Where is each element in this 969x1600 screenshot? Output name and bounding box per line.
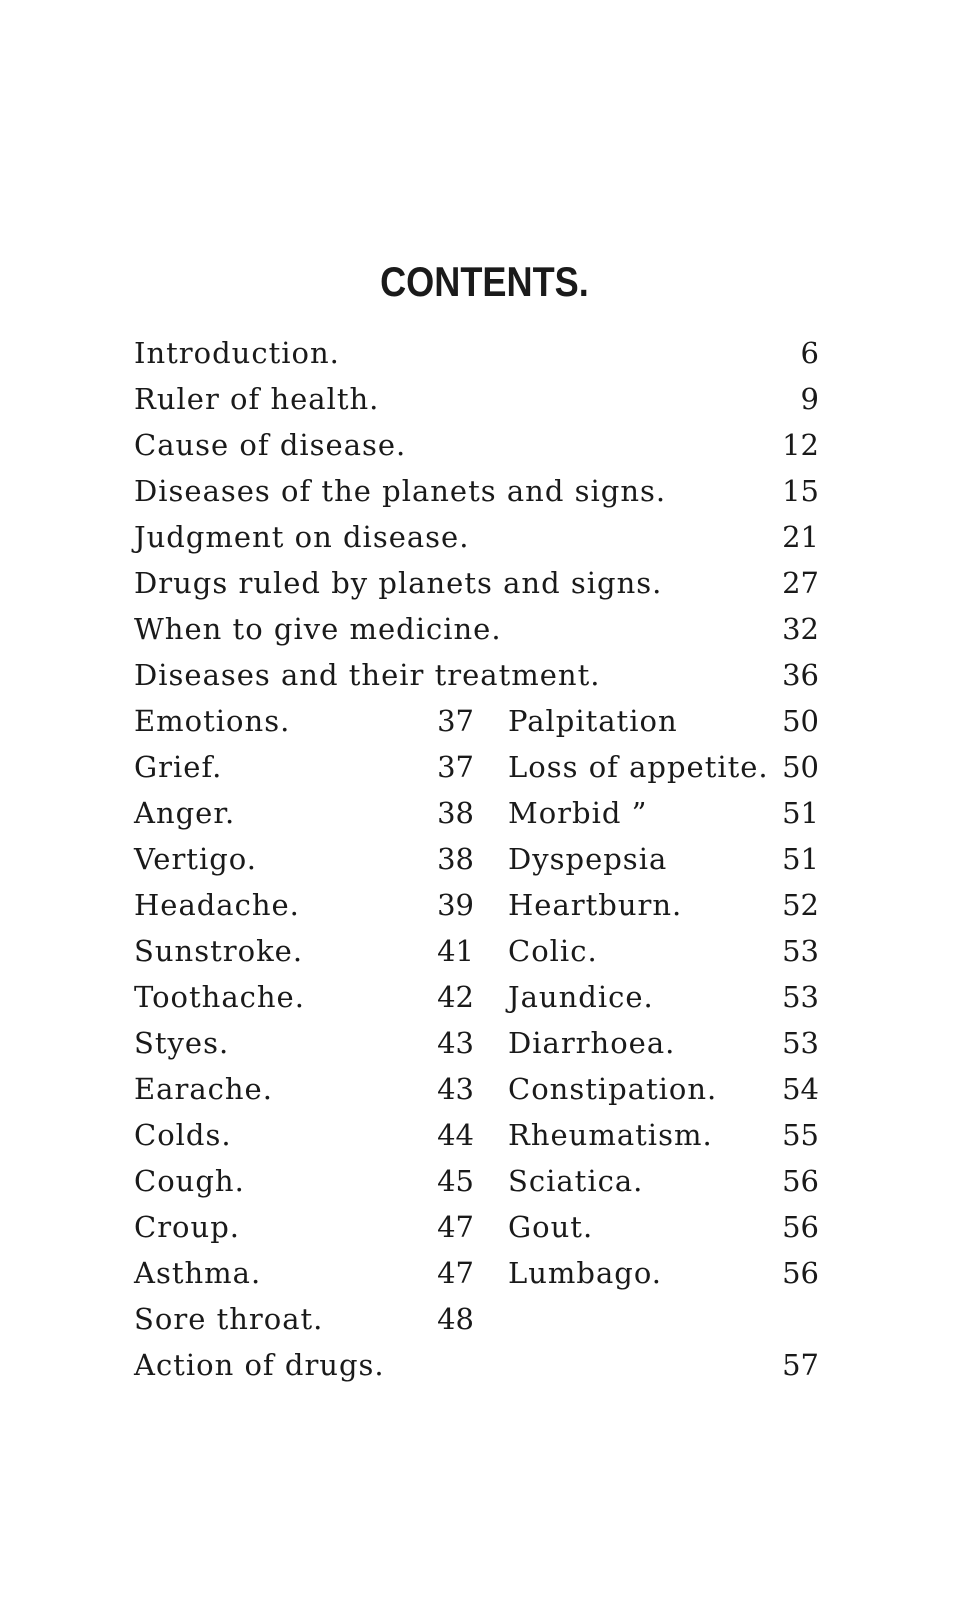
left-entry-page-number: 45 (437, 1164, 474, 1198)
right-entry-title: Rheumatism. (508, 1118, 713, 1152)
right-entry-page-number: 56 (782, 1256, 819, 1290)
left-entry-title: Toothache. (134, 980, 305, 1014)
entry-title: Judgment on disease. (134, 520, 470, 554)
contents-entry-pair (0, 974, 969, 1020)
left-entry-title: Grief. (134, 750, 223, 784)
left-entry-title: Earache. (134, 1072, 273, 1106)
left-entry-page-number: 37 (437, 704, 474, 738)
right-entry-title: Dyspepsia (508, 842, 668, 876)
contents-entry (0, 606, 969, 652)
right-entry-title: Sciatica. (508, 1164, 644, 1198)
left-entry-title: Anger. (134, 796, 236, 830)
left-entry-title: Sunstroke. (134, 934, 304, 968)
contents-entry (0, 376, 969, 422)
right-entry-page-number: 50 (782, 750, 819, 784)
entry-page-number: 12 (782, 428, 819, 462)
left-entry-page-number: 42 (437, 980, 474, 1014)
entry-title: Action of drugs. (134, 1348, 385, 1382)
right-entry-page-number: 55 (782, 1118, 819, 1152)
contents-entry-pair (0, 928, 969, 974)
contents-entry-pair (0, 1066, 969, 1112)
entry-page-number: 36 (782, 658, 819, 692)
entry-page-number: 27 (782, 566, 819, 600)
right-entry-title: Heartburn. (508, 888, 683, 922)
left-entry-title: Vertigo. (134, 842, 257, 876)
left-entry-page-number: 43 (437, 1026, 474, 1060)
left-entry-title: Cough. (134, 1164, 245, 1198)
left-entry-page-number: 47 (437, 1256, 474, 1290)
entry-page-number: 57 (782, 1348, 819, 1382)
right-entry-page-number: 51 (782, 842, 819, 876)
entry-title: Drugs ruled by planets and signs. (134, 566, 663, 600)
entry-title: Ruler of health. (134, 382, 380, 416)
right-entry-page-number: 53 (782, 934, 819, 968)
right-entry-page-number: 50 (782, 704, 819, 738)
page-title: CONTENTS. (380, 258, 589, 305)
contents-entry-pair (0, 1112, 969, 1158)
contents-entry (0, 1342, 969, 1388)
contents-entry-pair (0, 1020, 969, 1066)
right-entry-title: Morbid ” (508, 796, 648, 830)
contents-entry-pair (0, 836, 969, 882)
right-entry-title: Jaundice. (508, 980, 654, 1014)
contents-entry-pair (0, 698, 969, 744)
contents-entry (0, 514, 969, 560)
entry-page-number: 21 (782, 520, 819, 554)
contents-entry-pair (0, 1250, 969, 1296)
entry-title: Introduction. (134, 336, 340, 370)
left-entry-title: Asthma. (134, 1256, 262, 1290)
contents-entry-pair (0, 1158, 969, 1204)
right-entry-title: Palpitation (508, 704, 678, 738)
right-entry-title: Lumbago. (508, 1256, 663, 1290)
contents-entry (0, 330, 969, 376)
right-entry-title: Diarrhoea. (508, 1026, 676, 1060)
entry-title: Cause of disease. (134, 428, 407, 462)
left-entry-page-number: 39 (437, 888, 474, 922)
contents-entry (0, 422, 969, 468)
left-entry-title: Styes. (134, 1026, 230, 1060)
entry-title: When to give medicine. (134, 612, 502, 646)
left-entry-title: Emotions. (134, 704, 291, 738)
left-entry-title: Sore throat. (134, 1302, 324, 1336)
left-entry-title: Croup. (134, 1210, 240, 1244)
contents-entry (0, 652, 969, 698)
right-entry-page-number: 52 (782, 888, 819, 922)
right-entry-page-number: 54 (782, 1072, 819, 1106)
entry-page-number: 6 (800, 336, 819, 370)
left-entry-page-number: 37 (437, 750, 474, 784)
contents-entry-pair (0, 744, 969, 790)
right-entry-title: Gout. (508, 1210, 594, 1244)
right-entry-page-number: 53 (782, 1026, 819, 1060)
entry-title: Diseases and their treatment. (134, 658, 601, 692)
left-entry-page-number: 44 (437, 1118, 474, 1152)
left-entry-page-number: 47 (437, 1210, 474, 1244)
right-entry-page-number: 56 (782, 1164, 819, 1198)
right-entry-title: Loss of appetite. (508, 750, 769, 784)
right-entry-page-number: 53 (782, 980, 819, 1014)
contents-entry-pair (0, 790, 969, 836)
left-entry-page-number: 41 (437, 934, 474, 968)
left-entry-page-number: 38 (437, 796, 474, 830)
right-entry-title: Colic. (508, 934, 598, 968)
entry-page-number: 32 (782, 612, 819, 646)
right-entry-title: Constipation. (508, 1072, 718, 1106)
left-entry-title: Colds. (134, 1118, 232, 1152)
entry-title: Diseases of the planets and signs. (134, 474, 667, 508)
left-entry-page-number: 43 (437, 1072, 474, 1106)
left-entry-title: Headache. (134, 888, 300, 922)
left-entry-page-number: 38 (437, 842, 474, 876)
right-entry-page-number: 56 (782, 1210, 819, 1244)
entry-page-number: 15 (782, 474, 819, 508)
right-entry-page-number: 51 (782, 796, 819, 830)
contents-entry (0, 468, 969, 514)
contents-entry (0, 560, 969, 606)
contents-entry-pair (0, 1296, 969, 1342)
contents-entry-pair (0, 882, 969, 928)
left-entry-page-number: 48 (437, 1302, 474, 1336)
contents-entry-pair (0, 1204, 969, 1250)
entry-page-number: 9 (800, 382, 819, 416)
